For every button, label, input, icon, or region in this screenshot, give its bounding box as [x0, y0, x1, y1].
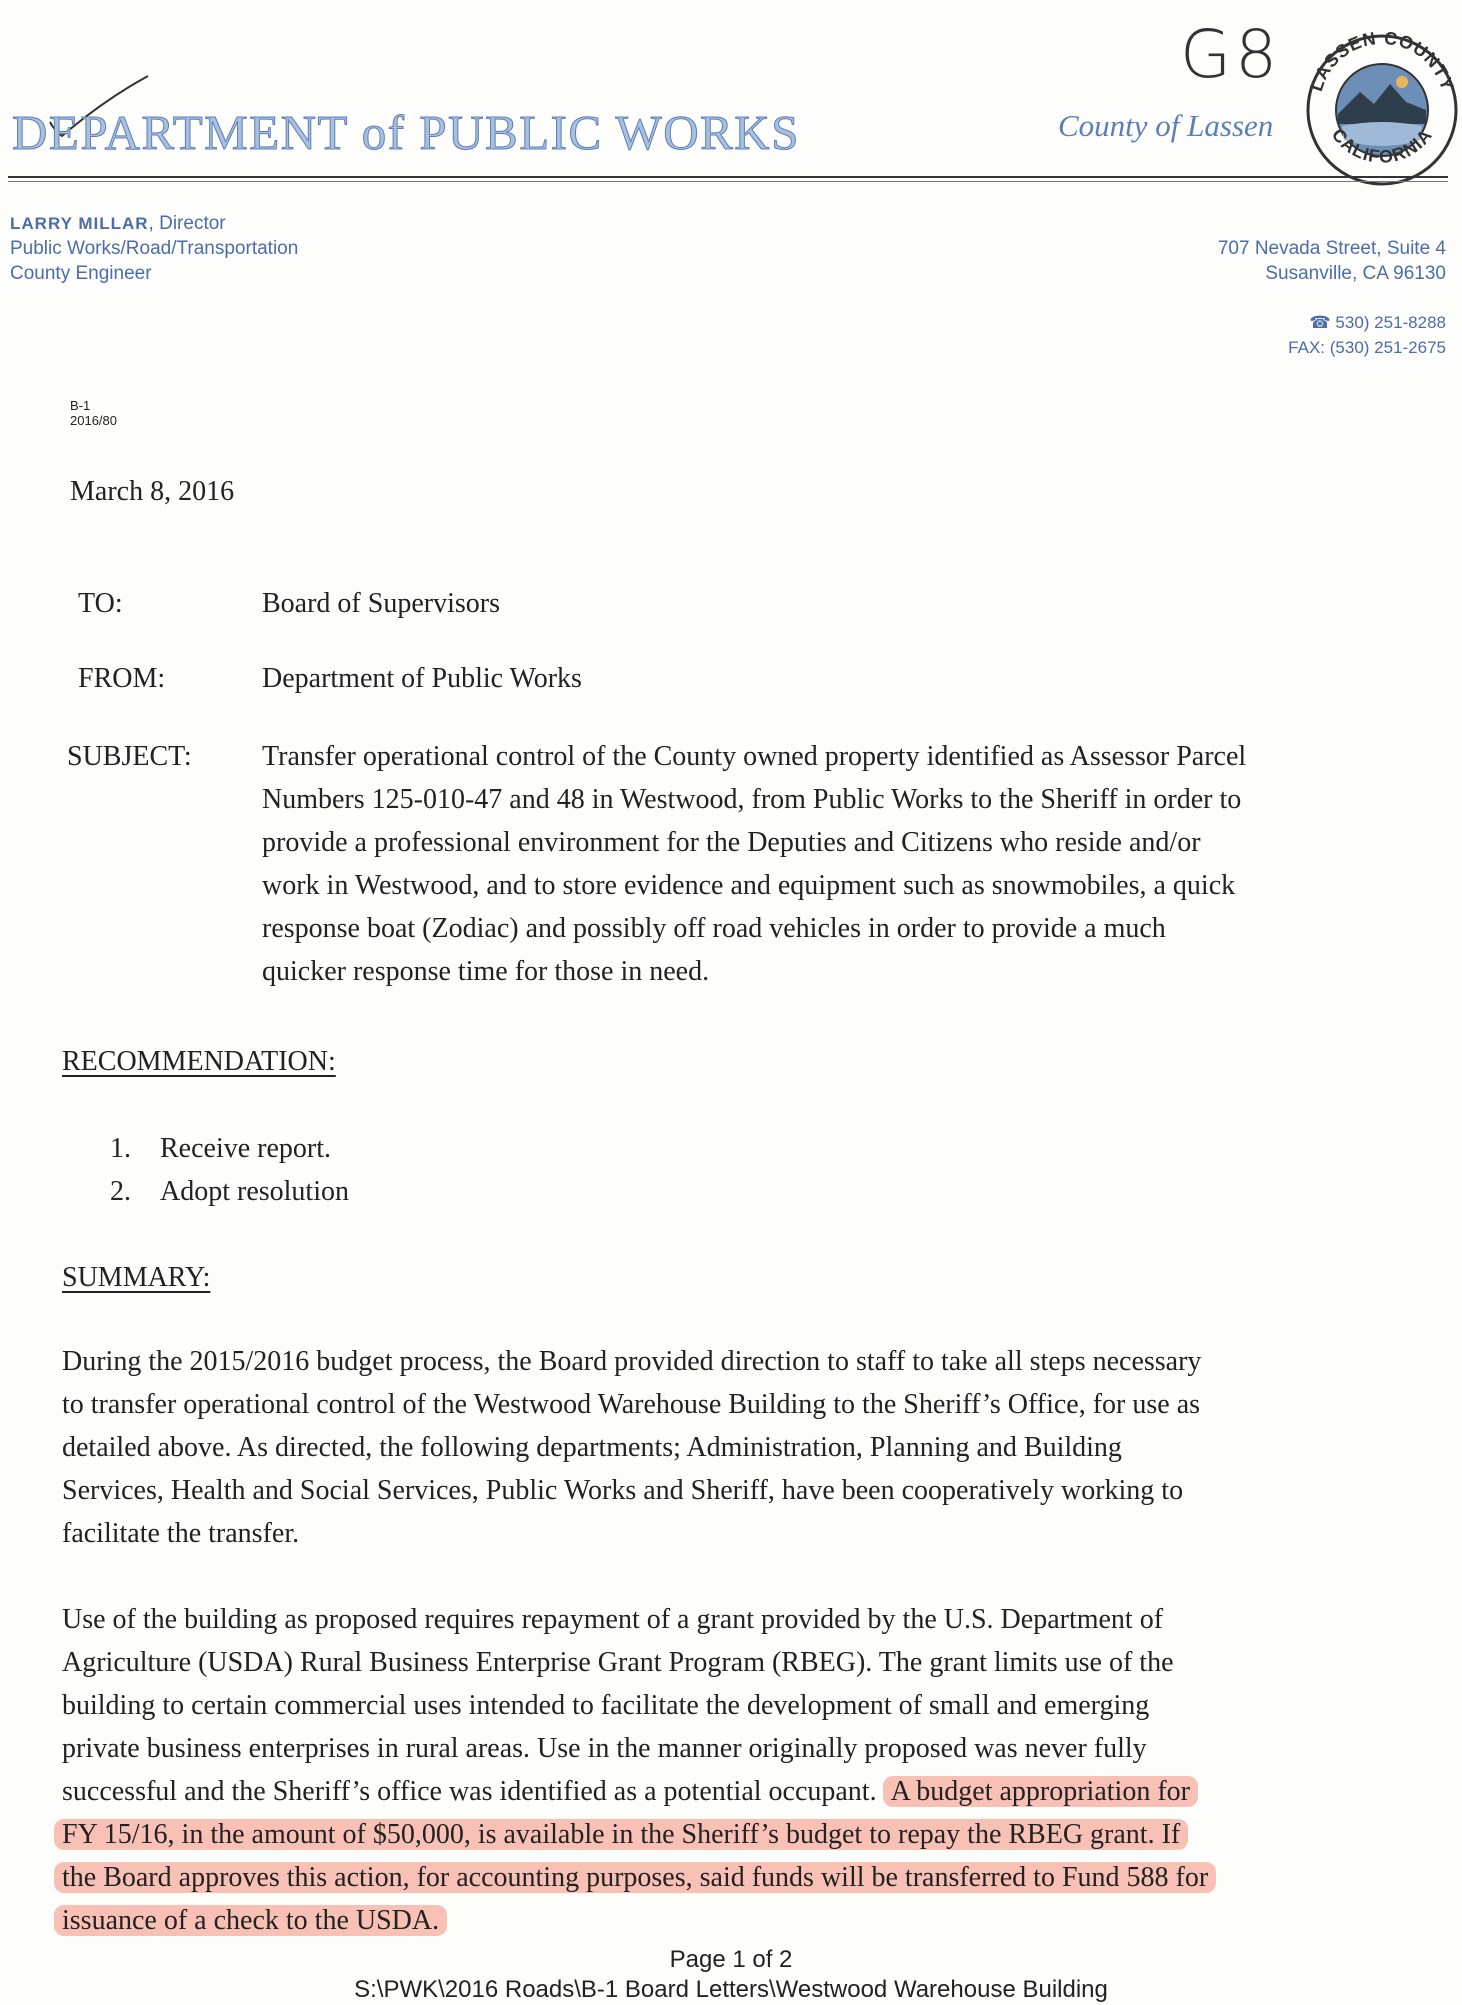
- summary-paragraph-2: [62, 1598, 1442, 1942]
- paragraph-line: facilitate the transfer.: [62, 1518, 300, 1549]
- memo-date: March 8, 2016: [70, 476, 235, 507]
- director-name: LARRY MILLAR: [10, 214, 149, 233]
- subject-line: Numbers 125-010-47 and 48 in Westwood, from Public Works to the Sheriff in order to: [262, 784, 1242, 815]
- paragraph-line: [62, 1856, 1442, 1899]
- director-block: [10, 211, 298, 286]
- director-line-1: Public Works/Road/Transportation: [10, 238, 299, 259]
- paragraph-line: Use of the building as proposed requires repayment of a grant provided by the U.S. Department of: [62, 1604, 1164, 1635]
- paragraph-line: [62, 1813, 1442, 1856]
- list-text: Adopt resolution: [160, 1176, 349, 1207]
- contact-block: [1288, 310, 1446, 360]
- letterhead-rule-thin: [8, 181, 1448, 182]
- paragraph-line: Agriculture (USDA) Rural Business Enterprise Grant Program (RBEG). The grant limits use of the: [62, 1647, 1174, 1678]
- director-line-2: County Engineer: [10, 263, 152, 284]
- fax-number: FAX: (530) 251-2675: [1288, 338, 1446, 357]
- paragraph-line: [62, 1770, 1442, 1813]
- summary-paragraph-1: [62, 1340, 1442, 1555]
- address-line-1: 707 Nevada Street, Suite 4: [1217, 238, 1446, 259]
- county-name: County of Lassen: [1058, 108, 1274, 143]
- paragraph-line: to transfer operational control of the Westwood Warehouse Building to the Sheriff’s Office, for use as: [62, 1389, 1201, 1420]
- seal-bottom-text: CALIFORNIA: [1327, 124, 1437, 168]
- handwritten-page-mark: G8: [1180, 16, 1282, 93]
- subject-line: response boat (Zodiac) and possibly off road vehicles in order to provide a much: [262, 913, 1166, 944]
- seal-top-text: LASSEN COUNTY: [1306, 27, 1458, 94]
- subject-line: Transfer operational control of the County owned property identified as Assessor Parcel: [262, 741, 1247, 772]
- highlighted-text: FY 15/16, in the amount of $50,000, is available in the Sheriff’s budget to repay the RBEG grant. If: [54, 1819, 1188, 1850]
- phone-number: 530) 251-8288: [1335, 313, 1446, 332]
- highlighted-text: issuance of a check to the USDA.: [54, 1905, 447, 1936]
- recommendation-list: [110, 1127, 349, 1213]
- paragraph-line-plain: successful and the Sheriff’s office was identified as a potential occupant.: [62, 1776, 891, 1807]
- paragraph-line: private business enterprises in rural areas. Use in the manner originally proposed was never fully: [62, 1733, 1147, 1764]
- list-number: 1.: [110, 1133, 131, 1164]
- from-label: FROM:: [78, 663, 166, 694]
- list-item: [110, 1127, 349, 1170]
- reference-code: [70, 398, 117, 428]
- to-value: Board of Supervisors: [262, 588, 500, 619]
- reference-line-2: 2016/80: [70, 413, 117, 428]
- paragraph-line: building to certain commercial uses intended to facilitate the development of small and emerging: [62, 1690, 1150, 1721]
- to-label: TO:: [78, 588, 123, 619]
- file-path: S:\PWK\2016 Roads\B-1 Board Letters\Westwood Warehouse Building: [354, 1976, 1108, 2003]
- list-item: [110, 1170, 349, 1213]
- page-number: Page 1 of 2: [669, 1946, 793, 1973]
- subject-line: quicker response time for those in need.: [262, 956, 710, 987]
- phone-icon: ☎: [1309, 313, 1336, 332]
- highlighted-text: the Board approves this action, for accounting purposes, said funds will be transferred to Fund 588 for: [54, 1862, 1216, 1893]
- subject-label: SUBJECT:: [67, 741, 192, 772]
- subject-text: [262, 735, 1412, 993]
- reference-line-1: B-1: [70, 398, 91, 413]
- paragraph-line: During the 2015/2016 budget process, the Board provided direction to staff to take all steps necessary: [62, 1346, 1202, 1377]
- department-title: DEPARTMENT of PUBLIC WORKS: [12, 105, 800, 160]
- subject-line: work in Westwood, and to store evidence and equipment such as snowmobiles, a quick: [262, 870, 1236, 901]
- from-value: Department of Public Works: [262, 663, 582, 694]
- subject-line: provide a professional environment for the Deputies and Citizens who reside and/or: [262, 827, 1201, 858]
- paragraph-line: [62, 1899, 1442, 1942]
- highlighted-text: A budget appropriation for: [883, 1776, 1198, 1807]
- list-number: 2.: [110, 1176, 131, 1207]
- list-text: Receive report.: [160, 1133, 332, 1164]
- paragraph-line: Services, Health and Social Services, Public Works and Sheriff, have been cooperatively working to: [62, 1475, 1184, 1506]
- director-title: , Director: [148, 213, 226, 234]
- recommendation-heading: RECOMMENDATION:: [62, 1046, 336, 1077]
- county-seal-logo: [1302, 14, 1460, 192]
- letterhead-rule: [8, 176, 1448, 178]
- address-line-2: Susanville, CA 96130: [1265, 263, 1446, 284]
- paragraph-line: detailed above. As directed, the following departments; Administration, Planning and Building: [62, 1432, 1122, 1463]
- summary-heading: SUMMARY:: [62, 1262, 211, 1293]
- address-block: [1218, 236, 1446, 286]
